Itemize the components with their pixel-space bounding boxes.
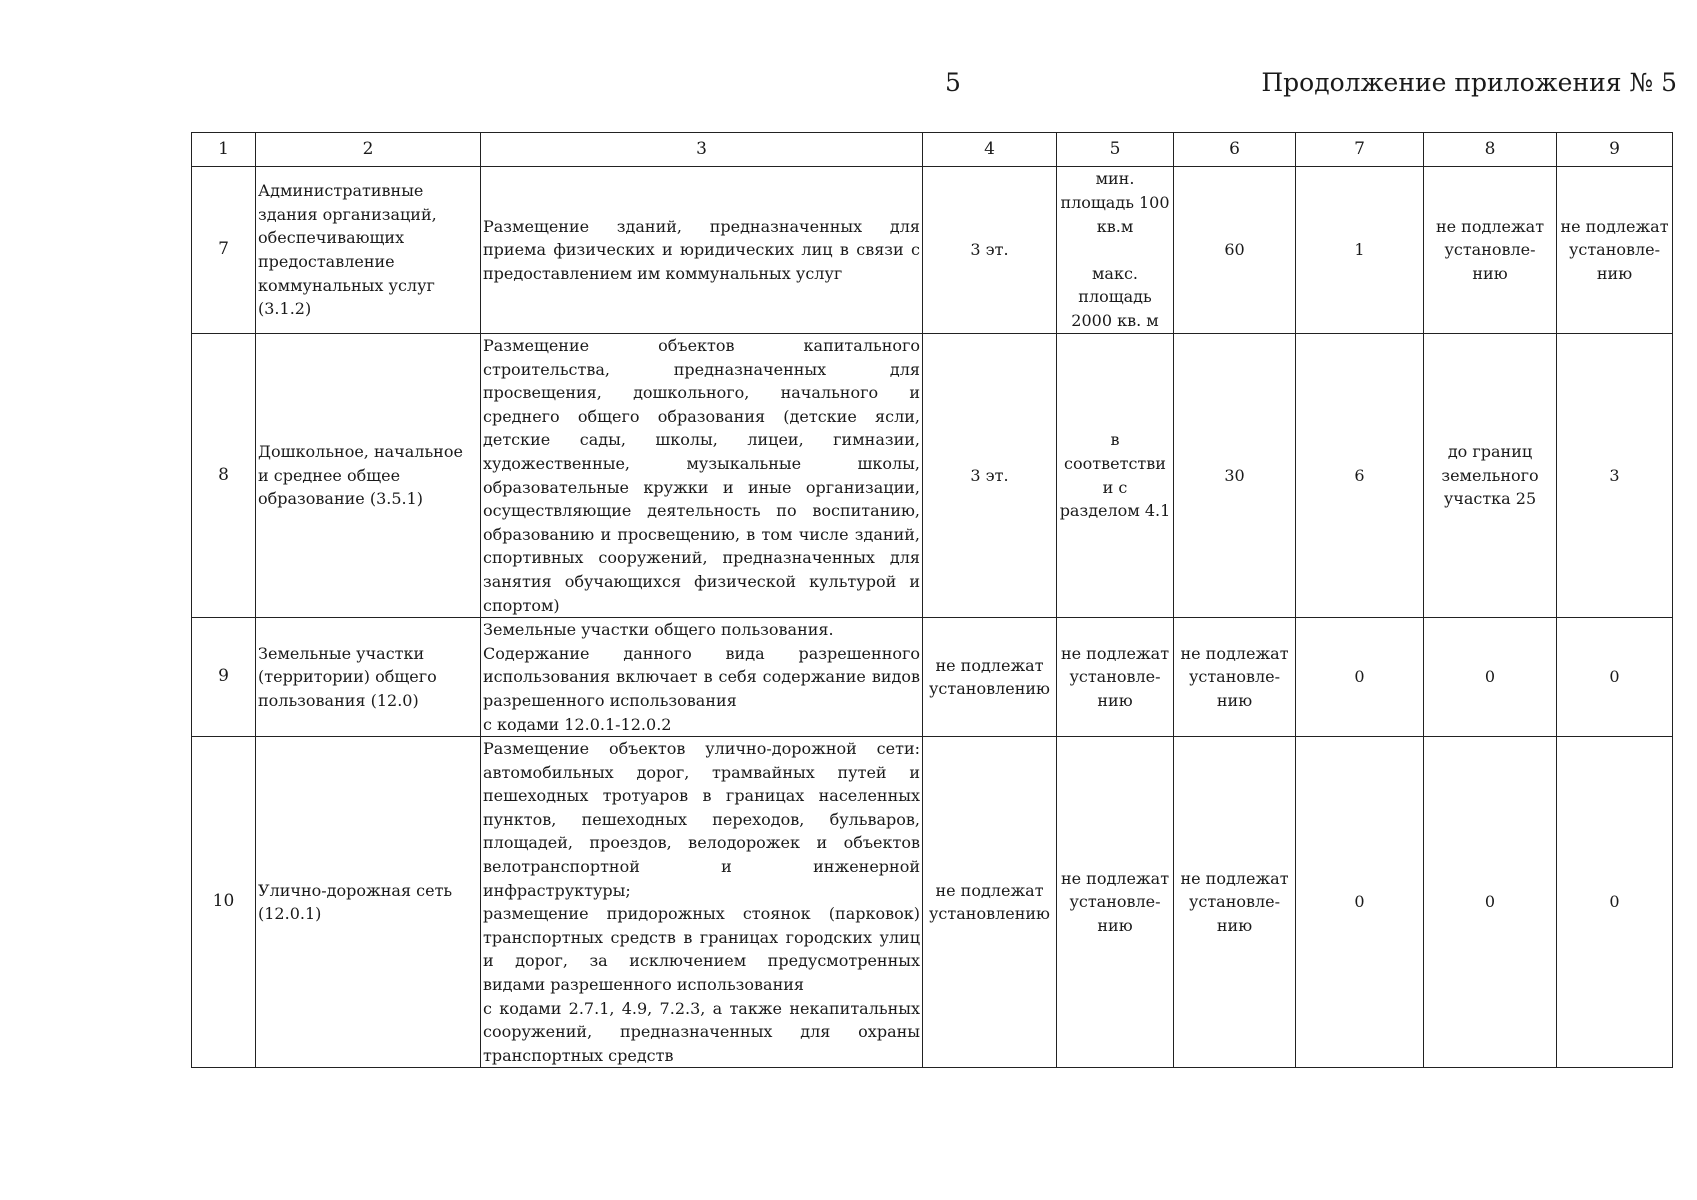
use-type-name: Административные здания организаций, обеспечивающих предоставление коммунальных услуг (3.1.2)	[256, 167, 481, 334]
row-number: 9	[192, 618, 256, 737]
column-header: 9	[1557, 133, 1673, 167]
description-text: Размещение зданий, предназначенных для приема физических и юридических лиц в связи с предоставлением им коммунальных услуг	[483, 216, 920, 283]
table-header-row	[192, 133, 1673, 167]
use-type-description	[481, 737, 923, 1068]
appendix-title: Продолжение приложения № 5	[1261, 68, 1677, 97]
cell-col8: не подлежат установле- нию	[1424, 167, 1557, 334]
use-type-description	[481, 167, 923, 334]
use-type-name: Улично-дорожная сеть (12.0.1)	[256, 737, 481, 1068]
cell-col7: 6	[1296, 334, 1424, 618]
column-header: 8	[1424, 133, 1557, 167]
description-text: Земельные участки общего пользования. Содержание данного вида разрешенного использования включает в себя содержание видов разрешенного использования с кодами 12.0.1-12.0.2	[483, 620, 920, 734]
cell-col6: не подлежат установле- нию	[1174, 737, 1296, 1068]
cell-col5: не подлежат установле- нию	[1057, 618, 1174, 737]
cell-col9: 3	[1557, 334, 1673, 618]
use-type-name: Дошкольное, начальное и среднее общее образование (3.5.1)	[256, 334, 481, 618]
cell-col4: не подлежат установлению	[923, 618, 1057, 737]
cell-col7: 1	[1296, 167, 1424, 334]
cell-col8: 0	[1424, 618, 1557, 737]
cell-col9: не подлежат установле- нию	[1557, 167, 1673, 334]
cell-col5: в соответстви и с разделом 4.1	[1057, 334, 1174, 618]
cell-col9: 0	[1557, 737, 1673, 1068]
cell-col6: не подлежат установле- нию	[1174, 618, 1296, 737]
column-header: 6	[1174, 133, 1296, 167]
cell-col5: не подлежат установле- нию	[1057, 737, 1174, 1068]
cell-col7: 0	[1296, 618, 1424, 737]
regulations-table	[191, 132, 1673, 1068]
row-number: 8	[192, 334, 256, 618]
row-number: 7	[192, 167, 256, 334]
column-header: 4	[923, 133, 1057, 167]
cell-col4: не подлежат установлению	[923, 737, 1057, 1068]
column-header: 5	[1057, 133, 1174, 167]
use-type-name: Земельные участки (территории) общего пользования (12.0)	[256, 618, 481, 737]
cell-col6: 60	[1174, 167, 1296, 334]
cell-col8: до границ земельного участка 25	[1424, 334, 1557, 618]
table-row	[192, 618, 1673, 737]
table-row	[192, 334, 1673, 618]
description-text: Размещение объектов капитального строительства, предназначенных для просвещения, дошкольного, начального и среднего общего образования (детские ясли, детские сады, школы, лицеи, гимназии, художественные, музыкальные школы, образовательные кружки и иные организации, осуществляющие деятельность по воспитанию, образованию и просвещению, в том числе зданий, спортивных сооружений, предназначенных для занятия обучающихся физической культурой и спортом)	[483, 336, 920, 615]
column-header: 7	[1296, 133, 1424, 167]
cell-col9: 0	[1557, 618, 1673, 737]
use-type-description	[481, 334, 923, 618]
cell-col4: 3 эт.	[923, 167, 1057, 334]
cell-col8: 0	[1424, 737, 1557, 1068]
use-type-description	[481, 618, 923, 737]
cell-col7: 0	[1296, 737, 1424, 1068]
cell-col5: мин. площадь 100 кв.м макс. площадь 2000 кв. м	[1057, 167, 1174, 334]
column-header: 3	[481, 133, 923, 167]
cell-col6: 30	[1174, 334, 1296, 618]
row-number: 10	[192, 737, 256, 1068]
table-row	[192, 737, 1673, 1068]
page-number: 5	[945, 68, 961, 97]
description-text: Размещение объектов улично-дорожной сети: автомобильных дорог, трамвайных путей и пешеходных тротуаров в границах населенных пунктов, пешеходных переходов, бульваров, площадей, проездов, велодорожек и объектов велотранспортной и инженерной инфраструктуры; размещение придорожных стоянок (парковок) транспортных средств в границах городских улиц и дорог, за исключением предусмотренных видами разрешенного использования с кодами 2.7.1, 4.9, 7.2.3, а также некапитальных сооружений, предназначенных для охраны транспортных средств	[483, 739, 920, 1065]
column-header: 2	[256, 133, 481, 167]
column-header: 1	[192, 133, 256, 167]
cell-col4: 3 эт.	[923, 334, 1057, 618]
table-row	[192, 167, 1673, 334]
